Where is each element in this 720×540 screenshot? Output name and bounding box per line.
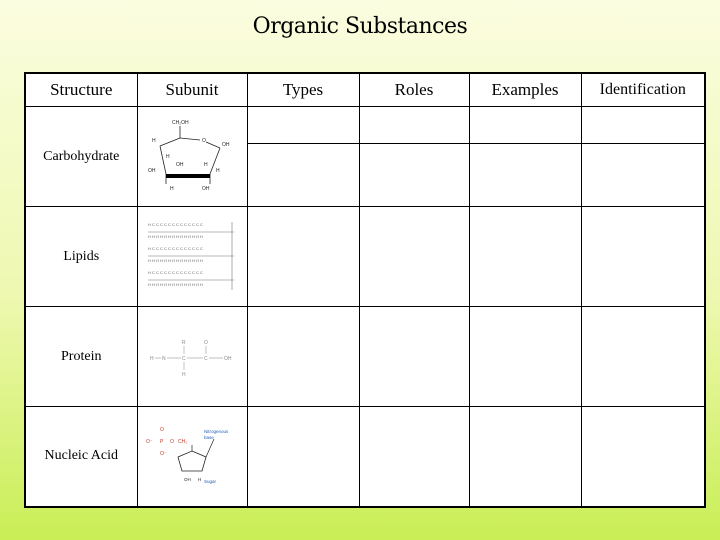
table-row-protein: [25, 307, 705, 407]
svg-text:O⁻: O⁻: [160, 451, 167, 458]
svg-text:H H H H H H H H H H H H H H: H H H H H H H H H H H H H H: [148, 281, 203, 287]
cell-roles-protein[interactable]: [359, 307, 469, 407]
header-structure: Structure: [25, 73, 137, 107]
row-label-lipids: Lipids: [25, 207, 137, 307]
row-label-nucleic-acid: Nucleic Acid: [25, 407, 137, 507]
amino-acid-diagram: [137, 307, 247, 407]
svg-text:H: H: [166, 153, 170, 160]
svg-text:O: O: [160, 427, 164, 434]
svg-text:H C C C C C C C C C C C C C: H C C C C C C C C C C C C C: [148, 269, 203, 275]
header-identification: Identification: [581, 73, 705, 107]
fatty-acid-chains-diagram: [137, 207, 247, 307]
header-examples: Examples: [469, 73, 581, 107]
svg-text:O: O: [170, 439, 174, 446]
cell-roles-nucleic-acid[interactable]: [359, 407, 469, 507]
cell-roles-lipids[interactable]: [359, 207, 469, 307]
table-row-carbohydrate: [25, 107, 705, 207]
table-row-lipids: [25, 207, 705, 307]
svg-text:C: C: [182, 355, 186, 362]
svg-text:O: O: [204, 339, 208, 346]
header-roles: Roles: [359, 73, 469, 107]
svg-text:OH: OH: [222, 141, 230, 148]
header-subunit: Subunit: [137, 73, 247, 107]
svg-text:OH: OH: [202, 185, 210, 192]
svg-text:OH: OH: [184, 477, 191, 483]
svg-text:H: H: [170, 185, 174, 192]
svg-text:Sugar: Sugar: [204, 479, 217, 485]
organic-substances-table: [24, 72, 706, 508]
svg-text:OH: OH: [176, 161, 184, 168]
svg-text:base: base: [204, 435, 214, 441]
svg-text:N: N: [162, 355, 166, 362]
svg-text:Nitrogenous: Nitrogenous: [204, 429, 229, 435]
cell-examples-lipids[interactable]: [469, 207, 581, 307]
svg-text:H: H: [204, 161, 208, 168]
cell-examples-protein[interactable]: [469, 307, 581, 407]
svg-text:OH: OH: [148, 167, 156, 174]
cell-roles-carbohydrate[interactable]: [359, 107, 469, 207]
cell-types-lipids[interactable]: [247, 207, 359, 307]
svg-text:O⁻: O⁻: [146, 439, 153, 446]
cell-identification-protein[interactable]: [581, 307, 705, 407]
cell-identification-nucleic-acid[interactable]: [581, 407, 705, 507]
svg-text:H H H H H H H H H H H H H H: H H H H H H H H H H H H H H: [148, 257, 203, 263]
table-row-nucleic-acid: [25, 407, 705, 507]
svg-text:C: C: [204, 355, 208, 362]
cell-identification-lipids[interactable]: [581, 207, 705, 307]
svg-text:H C C C C C C C C C C C C C: H C C C C C C C C C C C C C: [148, 245, 203, 251]
svg-text:H: H: [198, 477, 202, 483]
header-row: [25, 73, 705, 107]
nucleotide-diagram: [137, 407, 247, 507]
cell-types-carbohydrate[interactable]: [247, 107, 359, 207]
cell-identification-carbohydrate[interactable]: [581, 107, 705, 207]
row-label-protein: Protein: [25, 307, 137, 407]
svg-text:P: P: [160, 439, 164, 446]
svg-text:H: H: [152, 137, 156, 144]
svg-text:H: H: [182, 371, 186, 378]
glucose-ring-diagram: [137, 107, 247, 207]
svg-text:H H H H H H H H H H H H H H: H H H H H H H H H H H H H H: [148, 233, 203, 239]
header-types: Types: [247, 73, 359, 107]
svg-text:R: R: [182, 339, 186, 346]
svg-text:H C C C C C C C C C C C C C: H C C C C C C C C C C C C C: [148, 221, 203, 227]
cell-types-nucleic-acid[interactable]: [247, 407, 359, 507]
row-label-carbohydrate: Carbohydrate: [25, 107, 137, 207]
svg-text:CH₂OH: CH₂OH: [172, 119, 189, 126]
cell-types-protein[interactable]: [247, 307, 359, 407]
svg-text:H: H: [150, 355, 154, 362]
page-title: Organic Substances: [252, 14, 468, 39]
cell-examples-carbohydrate[interactable]: [469, 107, 581, 207]
cell-examples-nucleic-acid[interactable]: [469, 407, 581, 507]
svg-text:OH: OH: [224, 355, 232, 362]
svg-text:CH₂: CH₂: [178, 439, 188, 446]
svg-text:H: H: [216, 167, 220, 174]
svg-text:O: O: [202, 137, 206, 144]
